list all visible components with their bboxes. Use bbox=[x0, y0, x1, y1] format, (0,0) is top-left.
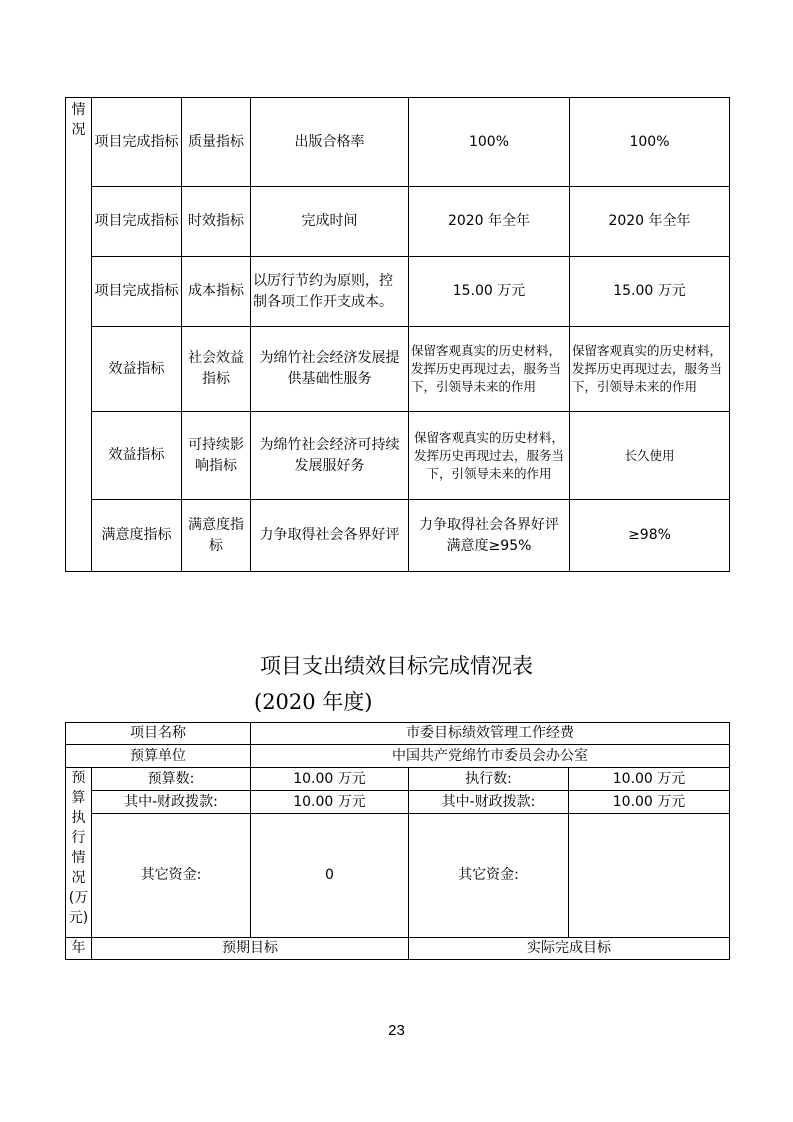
row2-target: 2020 年全年 bbox=[409, 187, 570, 257]
fiscal-label: 其中-财政拨款: bbox=[92, 791, 251, 814]
other-funds-label: 其它资金: bbox=[92, 814, 251, 938]
budget-amount-label: 预算数: bbox=[92, 768, 251, 791]
row2-type: 时效指标 bbox=[182, 187, 251, 257]
row3-type: 成本指标 bbox=[182, 257, 251, 327]
row3-category: 项目完成指标 bbox=[92, 257, 182, 327]
budget-unit-value: 中国共产党绵竹市委员会办公室 bbox=[251, 745, 730, 768]
other-funds-value: 0 bbox=[251, 814, 409, 938]
row2-actual: 2020 年全年 bbox=[570, 187, 730, 257]
row3-target: 15.00 万元 bbox=[409, 257, 570, 327]
fiscal-exec-label: 其中-财政拨款: bbox=[409, 791, 569, 814]
row1-target: 100% bbox=[409, 98, 570, 187]
exec-amount-value: 10.00 万元 bbox=[569, 768, 730, 791]
year-label: 年 bbox=[66, 938, 92, 960]
actual-target-label: 实际完成目标 bbox=[409, 938, 730, 960]
row5-target: 保留客观真实的历史材料，发挥历史再现过去，服务当下，引领导未来的作用 bbox=[409, 412, 570, 500]
row2-category: 项目完成指标 bbox=[92, 187, 182, 257]
expected-target-label: 预期目标 bbox=[92, 938, 409, 960]
row3-actual: 15.00 万元 bbox=[570, 257, 730, 327]
row4-category: 效益指标 bbox=[92, 327, 182, 412]
side-label-situation: 情 况 bbox=[66, 98, 92, 572]
row6-target: 力争取得社会各界好评 满意度≥95% bbox=[409, 500, 570, 572]
exec-amount-label: 执行数: bbox=[409, 768, 569, 791]
row6-category: 满意度指标 bbox=[92, 500, 182, 572]
budget-table bbox=[65, 722, 730, 960]
row4-actual: 保留客观真实的历史材料，发挥历史再现过去，服务当下，引领导未来的作用 bbox=[570, 327, 730, 412]
page-subtitle: (2020 年度) bbox=[254, 690, 373, 714]
row6-type: 满意度指标 bbox=[182, 500, 251, 572]
fiscal-exec-value: 10.00 万元 bbox=[569, 791, 730, 814]
page-number: 23 bbox=[388, 1022, 405, 1039]
project-name-value: 市委目标绩效管理工作经费 bbox=[251, 723, 730, 745]
row1-indicator: 出版合格率 bbox=[251, 98, 409, 187]
row5-indicator: 为绵竹社会经济可持续发展服好务 bbox=[251, 412, 409, 500]
row5-type: 可持续影响指标 bbox=[182, 412, 251, 500]
other-funds-exec-value bbox=[569, 814, 730, 938]
row5-category: 效益指标 bbox=[92, 412, 182, 500]
row6-indicator: 力争取得社会各界好评 bbox=[251, 500, 409, 572]
budget-amount-value: 10.00 万元 bbox=[251, 768, 409, 791]
budget-unit-label: 预算单位 bbox=[66, 745, 251, 768]
page-title: 项目支出绩效目标完成情况表 bbox=[260, 654, 533, 678]
fiscal-value: 10.00 万元 bbox=[251, 791, 409, 814]
other-funds-exec-label: 其它资金: bbox=[409, 814, 569, 938]
row4-indicator: 为绵竹社会经济发展提供基础性服务 bbox=[251, 327, 409, 412]
row4-type: 社会效益指标 bbox=[182, 327, 251, 412]
row2-indicator: 完成时间 bbox=[251, 187, 409, 257]
row4-target: 保留客观真实的历史材料，发挥历史再现过去，服务当下，引领导未来的作用 bbox=[409, 327, 570, 412]
side-label-budget-execution: 预 算 执 行 情 况 (万 元) bbox=[66, 768, 92, 938]
row1-type: 质量指标 bbox=[182, 98, 251, 187]
row6-actual: ≥98% bbox=[570, 500, 730, 572]
row1-category: 项目完成指标 bbox=[92, 98, 182, 187]
row1-actual: 100% bbox=[570, 98, 730, 187]
row5-actual: 长久使用 bbox=[570, 412, 730, 500]
indicator-table bbox=[65, 97, 730, 572]
project-name-label: 项目名称 bbox=[66, 723, 251, 745]
row3-indicator: 以厉行节约为原则，控制各项工作开支成本。 bbox=[251, 257, 409, 327]
